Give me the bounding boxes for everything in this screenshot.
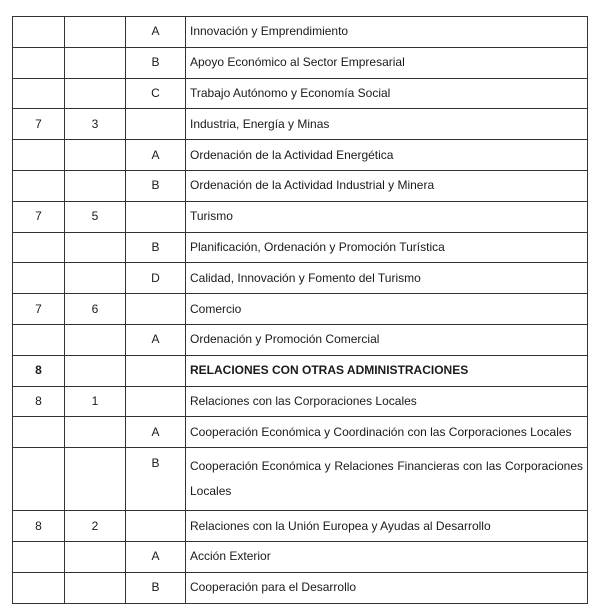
section-title: RELACIONES CON OTRAS ADMINISTRACIONES (186, 355, 588, 386)
code-level-2 (65, 17, 126, 48)
code-level-2: 3 (65, 109, 126, 140)
description: Cooperación Económica y Coordinación con las Corporaciones Locales (186, 417, 588, 448)
code-level-1 (13, 17, 65, 48)
code-level-1 (13, 324, 65, 355)
description: Turismo (186, 201, 588, 232)
code-level-2 (65, 232, 126, 263)
table-row (13, 417, 588, 448)
description: Cooperación para el Desarrollo (186, 572, 588, 603)
description: Acción Exterior (186, 541, 588, 572)
table-row (13, 263, 588, 294)
table-row (13, 170, 588, 201)
code-level-1 (13, 572, 65, 603)
code-level-3: A (126, 541, 186, 572)
description: Cooperación Económica y Relaciones Financieras con las Corporaciones Locales (186, 448, 588, 511)
code-level-3: A (126, 17, 186, 48)
code-level-3 (126, 294, 186, 325)
code-level-1: 7 (13, 201, 65, 232)
description: Calidad, Innovación y Fomento del Turismo (186, 263, 588, 294)
description: Ordenación de la Actividad Energética (186, 140, 588, 171)
table-row (13, 47, 588, 78)
table-row (13, 541, 588, 572)
table-row (13, 78, 588, 109)
code-level-1 (13, 448, 65, 511)
code-level-3: A (126, 140, 186, 171)
table-row (13, 386, 588, 417)
code-level-2 (65, 572, 126, 603)
code-level-1: 8 (13, 355, 65, 386)
description: Innovación y Emprendimiento (186, 17, 588, 48)
code-level-3: D (126, 263, 186, 294)
description: Planificación, Ordenación y Promoción Turística (186, 232, 588, 263)
code-level-3 (126, 355, 186, 386)
code-level-2 (65, 355, 126, 386)
code-level-2: 5 (65, 201, 126, 232)
code-level-1: 7 (13, 294, 65, 325)
code-level-1 (13, 541, 65, 572)
table-row (13, 140, 588, 171)
code-level-3 (126, 109, 186, 140)
code-level-1 (13, 417, 65, 448)
code-level-3: B (126, 572, 186, 603)
code-level-3: C (126, 78, 186, 109)
code-level-2 (65, 541, 126, 572)
code-level-3: B (126, 47, 186, 78)
description: Ordenación y Promoción Comercial (186, 324, 588, 355)
code-level-1 (13, 47, 65, 78)
table-row (13, 109, 588, 140)
code-level-3 (126, 386, 186, 417)
table-row (13, 448, 588, 511)
code-level-3: B (126, 170, 186, 201)
table-row (13, 17, 588, 48)
code-level-2: 1 (65, 386, 126, 417)
code-level-3: A (126, 417, 186, 448)
code-level-2 (65, 170, 126, 201)
table-row (13, 294, 588, 325)
code-level-2: 6 (65, 294, 126, 325)
code-level-2 (65, 417, 126, 448)
code-level-2: 2 (65, 511, 126, 542)
code-level-1 (13, 78, 65, 109)
code-level-3: A (126, 324, 186, 355)
description: Industria, Energía y Minas (186, 109, 588, 140)
code-level-3 (126, 511, 186, 542)
table-row (13, 572, 588, 603)
code-level-3: B (126, 448, 186, 511)
code-level-1 (13, 263, 65, 294)
code-level-1: 7 (13, 109, 65, 140)
code-level-3: B (126, 232, 186, 263)
code-level-2 (65, 78, 126, 109)
code-level-1 (13, 232, 65, 263)
budget-classification-table (12, 16, 588, 604)
description: Ordenación de la Actividad Industrial y Minera (186, 170, 588, 201)
code-level-2 (65, 47, 126, 78)
description: Trabajo Autónomo y Economía Social (186, 78, 588, 109)
code-level-2 (65, 324, 126, 355)
description: Comercio (186, 294, 588, 325)
table-row (13, 201, 588, 232)
code-level-2 (65, 140, 126, 171)
code-level-3 (126, 201, 186, 232)
table-row (13, 324, 588, 355)
code-level-1: 8 (13, 511, 65, 542)
code-level-1 (13, 140, 65, 171)
description: Apoyo Económico al Sector Empresarial (186, 47, 588, 78)
code-level-2 (65, 448, 126, 511)
table-row (13, 511, 588, 542)
code-level-1 (13, 170, 65, 201)
description: Relaciones con la Unión Europea y Ayudas al Desarrollo (186, 511, 588, 542)
code-level-2 (65, 263, 126, 294)
code-level-1: 8 (13, 386, 65, 417)
table-row (13, 232, 588, 263)
section-header-row (13, 355, 588, 386)
description: Relaciones con las Corporaciones Locales (186, 386, 588, 417)
